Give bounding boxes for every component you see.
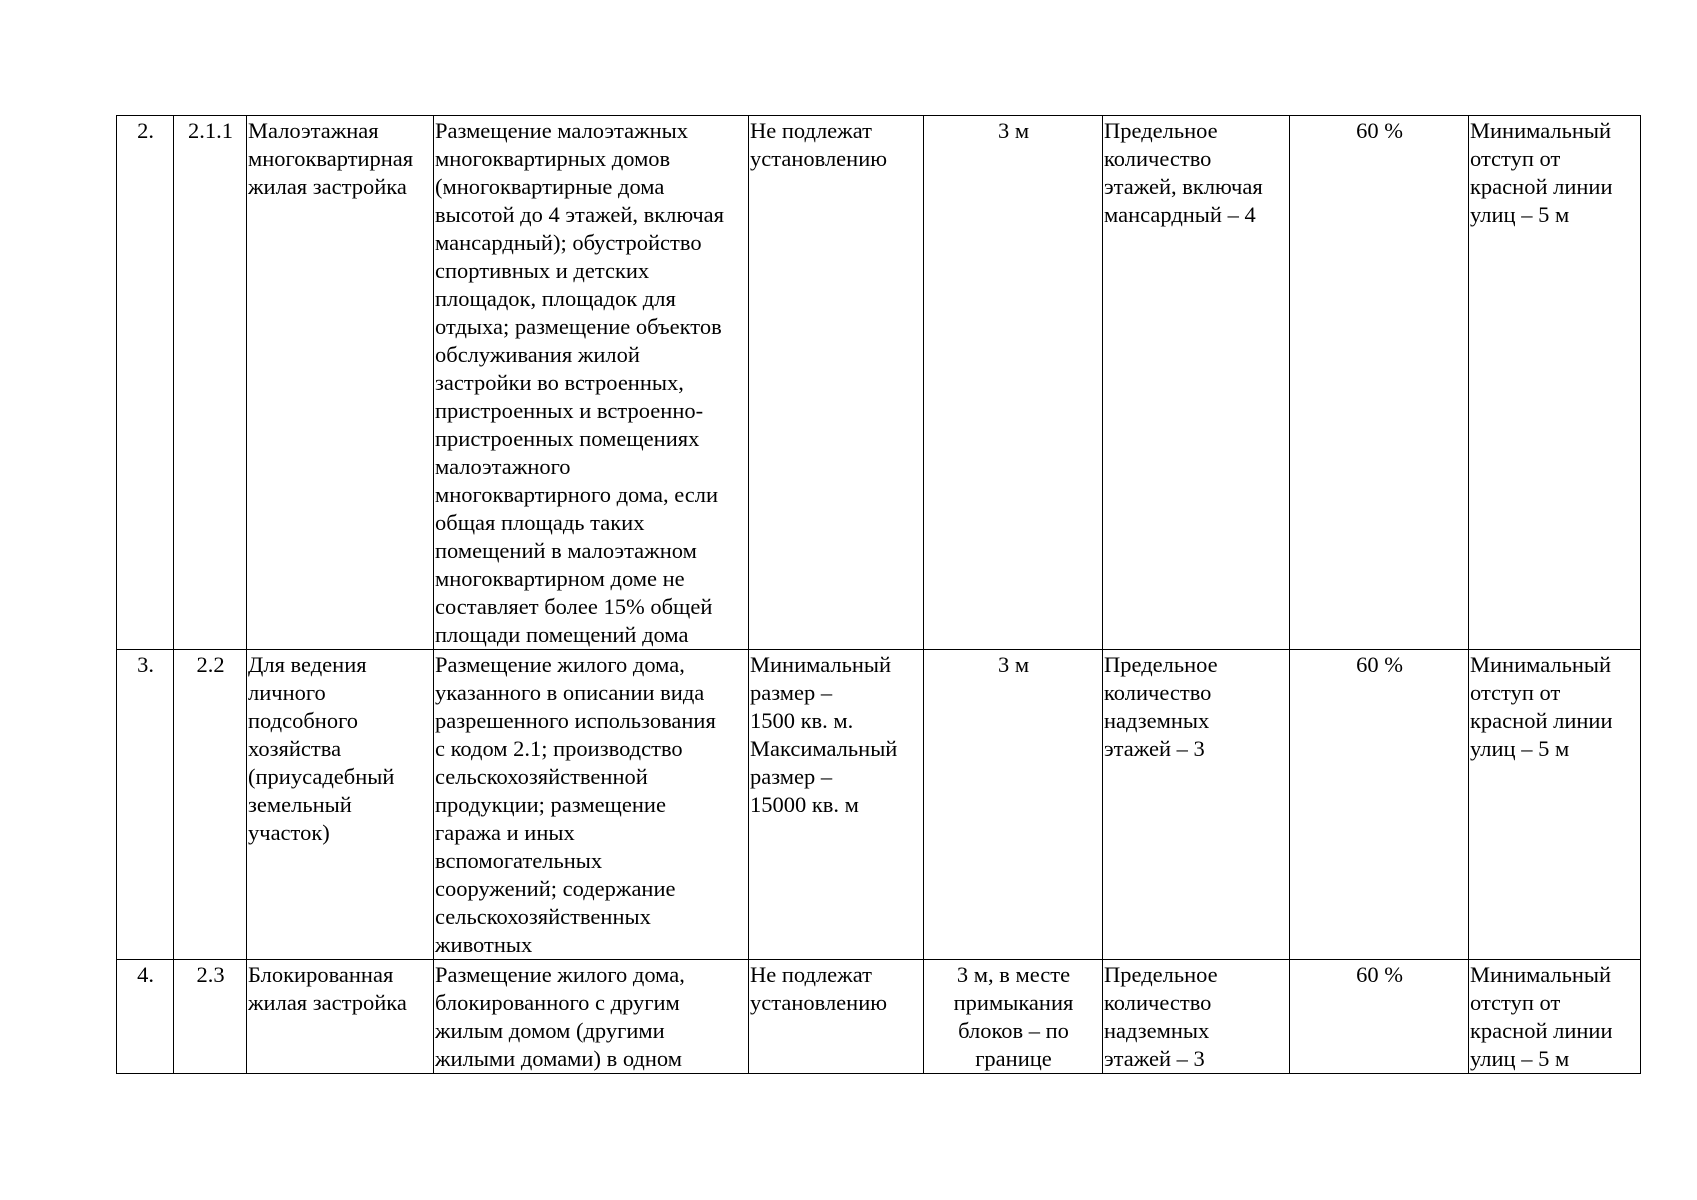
plot-size: Не подлежат установлению xyxy=(749,960,924,1074)
red-line-setback: Минимальный отступ от красной линии улиц – 5 м xyxy=(1469,960,1641,1074)
use-name: Малоэтажная многоквартирная жилая застройка xyxy=(247,116,434,650)
floor-limit: Предельное количество надземных этажей – 3 xyxy=(1103,960,1290,1074)
red-line-setback: Минимальный отступ от красной линии улиц – 5 м xyxy=(1469,650,1641,960)
row-number: 3. xyxy=(117,650,174,960)
zoning-table xyxy=(116,115,1641,1074)
coverage-percent: 60 % xyxy=(1290,116,1469,650)
use-code: 2.2 xyxy=(174,650,247,960)
table-row xyxy=(117,650,1641,960)
setback: 3 м xyxy=(924,116,1103,650)
use-description: Размещение жилого дома, блокированного с другим жилым домом (другими жилыми домами) в одном xyxy=(434,960,749,1074)
use-code: 2.1.1 xyxy=(174,116,247,650)
plot-size: Не подлежат установлению xyxy=(749,116,924,650)
setback: 3 м, в месте примыкания блоков – по границе xyxy=(924,960,1103,1074)
table-row xyxy=(117,960,1641,1074)
table-row xyxy=(117,116,1641,650)
coverage-percent: 60 % xyxy=(1290,650,1469,960)
use-description: Размещение малоэтажных многоквартирных домов (многоквартирные дома высотой до 4 этажей, включая мансардный); обустройство спортивных и детских площадок, площадок для отдыха; размещение объектов обслуживания жилой застройки во встроенных, пристроенных и встроенно- пристроенных помещениях малоэтажного многоквартирного дома, если общая площадь таких помещений в малоэтажном многоквартирном доме не составляет более 15% общей площади помещений дома xyxy=(434,116,749,650)
setback: 3 м xyxy=(924,650,1103,960)
plot-size: Минимальный размер – 1500 кв. м. Максимальный размер – 15000 кв. м xyxy=(749,650,924,960)
use-name: Для ведения личного подсобного хозяйства (приусадебный земельный участок) xyxy=(247,650,434,960)
row-number: 4. xyxy=(117,960,174,1074)
red-line-setback: Минимальный отступ от красной линии улиц – 5 м xyxy=(1469,116,1641,650)
floor-limit: Предельное количество этажей, включая мансардный – 4 xyxy=(1103,116,1290,650)
use-name: Блокированная жилая застройка xyxy=(247,960,434,1074)
use-description: Размещение жилого дома, указанного в описании вида разрешенного использования с кодом 2.1; производство сельскохозяйственной продукции; размещение гаража и иных вспомогательных сооружений; содержание сельскохозяйственных животных xyxy=(434,650,749,960)
use-code: 2.3 xyxy=(174,960,247,1074)
coverage-percent: 60 % xyxy=(1290,960,1469,1074)
row-number: 2. xyxy=(117,116,174,650)
floor-limit: Предельное количество надземных этажей – 3 xyxy=(1103,650,1290,960)
document-page xyxy=(116,115,1640,1074)
